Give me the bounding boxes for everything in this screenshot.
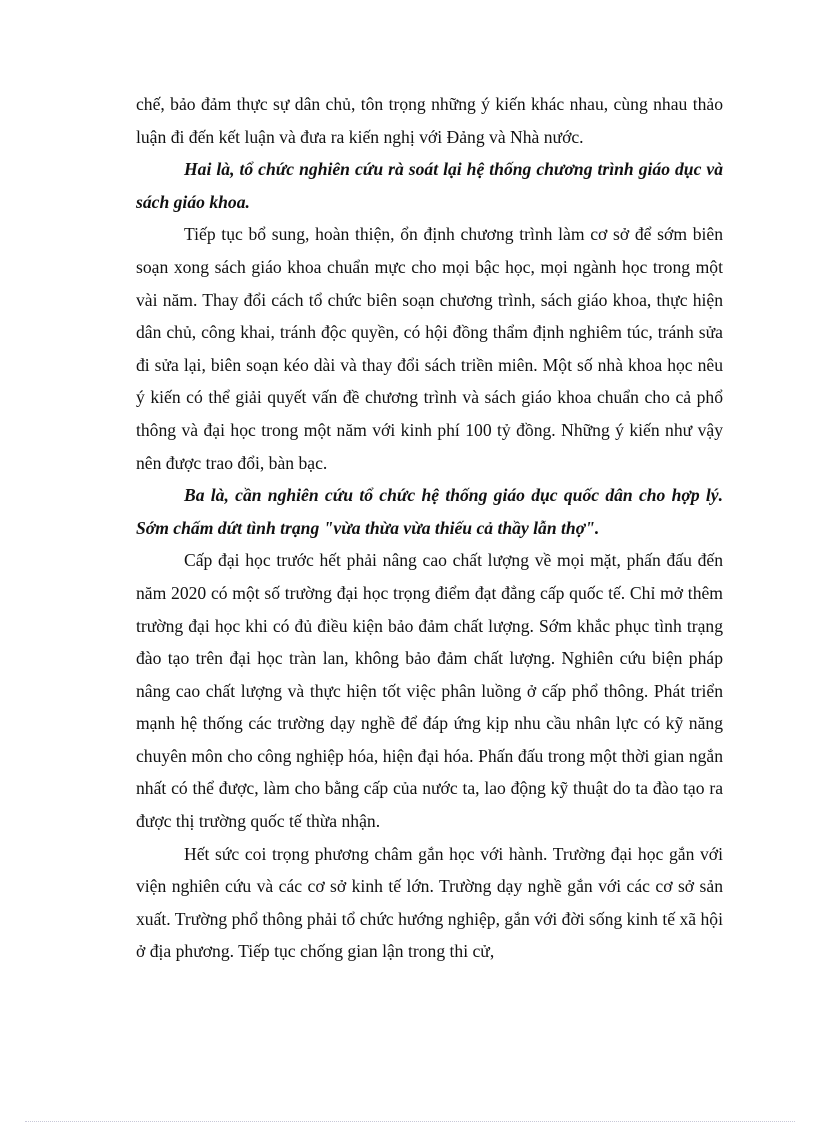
document-body [136, 88, 723, 968]
section-heading-ba-la: Ba là, cần nghiên cứu tổ chức hệ thống giáo dục quốc dân cho hợp lý. Sớm chấm dứt tình trạng "vừa thừa vừa thiếu cả thầy lẫn thợ". [136, 485, 723, 538]
paragraph-continuation: chế, bảo đảm thực sự dân chủ, tôn trọng những ý kiến khác nhau, cùng nhau thảo luận đi đến kết luận và đưa ra kiến nghị với Đảng và Nhà nước. [136, 94, 723, 147]
section-heading-hai-la: Hai là, tổ chức nghiên cứu rà soát lại hệ thống chương trình giáo dục và sách giáo khoa. [136, 159, 723, 212]
paragraph-learning-practice: Hết sức coi trọng phương châm gắn học với hành. Trường đại học gắn với viện nghiên cứu và các cơ sở kinh tế lớn. Trường dạy nghề gắn với các cơ sở sản xuất. Trường phổ thông phải tổ chức hướng nghiệp, gắn với đời sống kinh tế xã hội ở địa phương. Tiếp tục chống gian lận trong thi cử, [136, 843, 723, 962]
paragraph-higher-education: Cấp đại học trước hết phải nâng cao chất lượng về mọi mặt, phấn đấu đến năm 2020 có một số trường đại học trọng điểm đạt đẳng cấp quốc tế. Chỉ mở thêm trường đại học khi có đủ điều kiện bảo đảm chất lượng. Sớm khắc phục tình trạng đào tạo trên đại học tràn lan, không bảo đảm chất lượng. Nghiên cứu biện pháp nâng cao chất lượng và thực hiện tốt việc phân luồng ở cấp phổ thông. Phát triển mạnh hệ thống các trường dạy nghề để đáp ứng kịp nhu cầu nhân lực có kỹ năng chuyên môn cho công nghiệp hóa, hiện đại hóa. Phấn đấu trong một thời gian ngắn nhất có thể được, làm cho bằng cấp của nước ta, lao động kỹ thuật do ta đào tạo ra được thị trường quốc tế thừa nhận. [136, 550, 723, 832]
paragraph-curriculum: Tiếp tục bổ sung, hoàn thiện, ổn định chương trình làm cơ sở để sớm biên soạn xong sách giáo khoa chuẩn mực cho mọi bậc học, mọi ngành học trong một vài năm. Thay đổi cách tổ chức biên soạn chương trình, sách giáo khoa, thực hiện dân chủ, công khai, tránh độc quyền, có hội đồng thẩm định nghiêm túc, tránh sửa đi sửa lại, biên soạn kéo dài và thay đổi sách triền miên. Một số nhà khoa học nêu ý kiến có thể giải quyết vấn đề chương trình và sách giáo khoa chuẩn cho cả phổ thông và đại học trong một năm với kinh phí 100 tỷ đồng. Những ý kiến như vậy nên được trao đổi, bàn bạc. [136, 224, 723, 473]
page-bottom-dotted-rule [25, 1121, 795, 1122]
